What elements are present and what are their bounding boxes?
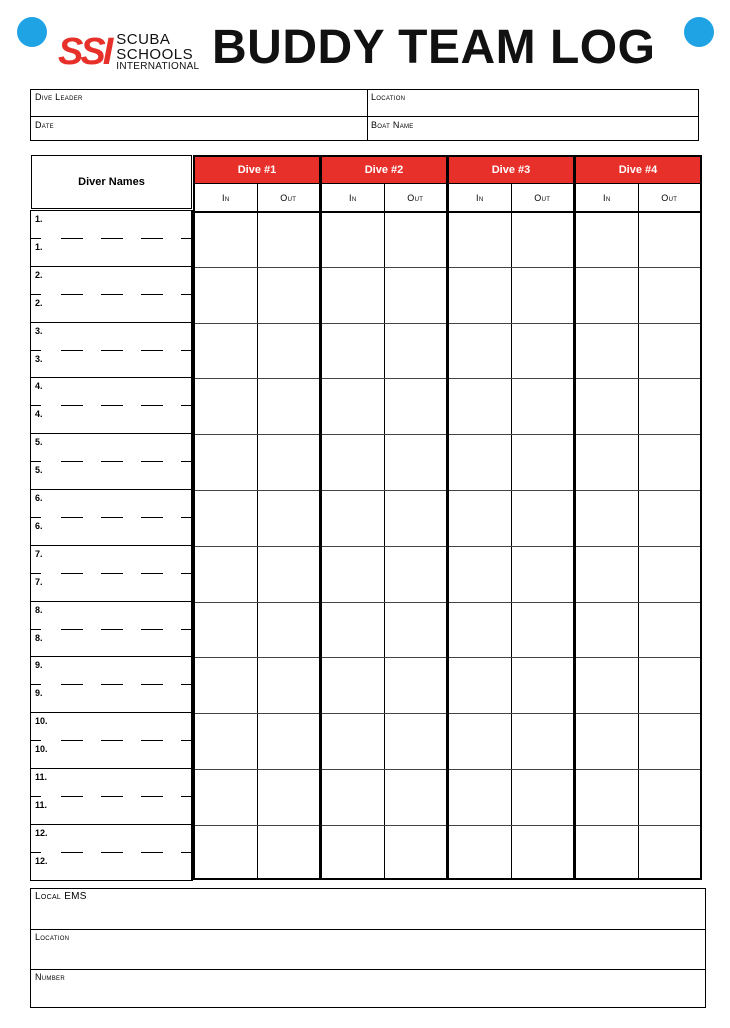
ssi-logo-mark: SSI	[58, 31, 111, 73]
diver-b-number: 7.	[35, 576, 43, 587]
diver-b-number: 11.	[35, 800, 48, 810]
logo-line-2: SCHOOLS	[116, 46, 194, 63]
dive-1-column	[193, 155, 321, 880]
diver-a-number: 11.	[35, 772, 48, 782]
diver-b-number: 2.	[35, 297, 43, 308]
buddy-team-row[interactable]	[30, 768, 193, 825]
dive-1-out-header: Out	[280, 192, 297, 203]
ssi-logo-text	[116, 32, 199, 72]
diver-b-number: 9.	[35, 688, 43, 699]
diver-a-number: 5.	[35, 437, 43, 448]
buddy-team-row[interactable]	[30, 433, 193, 490]
buddy-team-table	[30, 154, 700, 880]
location-field[interactable]: Location	[371, 92, 406, 102]
emergency-info-box	[30, 888, 706, 1008]
dive-4-header: Dive #4	[576, 157, 700, 183]
dive-3-out-header: Out	[534, 192, 551, 203]
dive-info-box	[30, 89, 699, 141]
buddy-team-row[interactable]	[30, 266, 193, 323]
dive-3-in-header: In	[449, 184, 512, 211]
dive-3-header: Dive #3	[449, 157, 573, 183]
buddy-team-row[interactable]	[30, 377, 193, 434]
buddy-team-row[interactable]	[30, 601, 193, 658]
diver-b-number: 8.	[35, 632, 43, 643]
ssi-logo	[58, 28, 199, 76]
diver-a-number: 1.	[35, 214, 43, 224]
buddy-team-row[interactable]	[30, 656, 193, 713]
buddy-team-row[interactable]	[30, 489, 193, 546]
logo-line-1: SCUBA	[116, 31, 171, 48]
diver-a-number: 10.	[35, 716, 48, 727]
page-title: BUDDY TEAM LOG	[212, 21, 656, 74]
dive-2-header: Dive #2	[322, 157, 446, 183]
dive-4-in-header: In	[576, 184, 639, 211]
diver-a-number: 3.	[35, 325, 43, 336]
dive-2-out-header: Out	[407, 192, 424, 203]
punch-hole-right	[684, 17, 714, 47]
buddy-team-row[interactable]	[30, 824, 193, 881]
dive-1-in-header: In	[195, 184, 258, 211]
date-field[interactable]: Date	[35, 120, 54, 130]
punch-hole-left	[17, 17, 47, 47]
diver-b-number: 12.	[35, 855, 48, 866]
number-field[interactable]: Number	[35, 972, 65, 982]
diver-b-number: 1.	[35, 242, 43, 252]
diver-names-header: Diver Names	[31, 155, 192, 209]
diver-a-number: 2.	[35, 269, 43, 280]
diver-a-number: 4.	[35, 381, 43, 392]
footer-location-field[interactable]: Location	[35, 932, 70, 942]
diver-b-number: 5.	[35, 465, 43, 476]
buddy-team-row[interactable]	[30, 545, 193, 602]
buddy-team-row[interactable]	[30, 210, 193, 267]
diver-a-number: 12.	[35, 827, 48, 838]
diver-a-number: 7.	[35, 548, 43, 559]
dive-3-column	[447, 155, 575, 880]
dive-4-column	[574, 155, 702, 880]
diver-a-number: 8.	[35, 604, 43, 615]
dive-2-column	[320, 155, 448, 880]
dive-leader-field[interactable]: Dive Leader	[35, 92, 83, 102]
dive-4-out-header: Out	[661, 192, 678, 203]
boat-name-field[interactable]: Boat Name	[371, 120, 414, 130]
diver-b-number: 6.	[35, 521, 43, 531]
diver-a-number: 9.	[35, 660, 43, 671]
local-ems-field[interactable]: Local EMS	[35, 891, 87, 902]
diver-b-number: 10.	[35, 744, 48, 755]
diver-a-number: 6.	[35, 493, 43, 503]
dive-2-in-header: In	[322, 184, 385, 211]
buddy-team-row[interactable]	[30, 712, 193, 769]
logo-line-3: INTERNATIONAL	[116, 61, 200, 72]
buddy-team-row[interactable]	[30, 322, 193, 379]
diver-b-number: 3.	[35, 353, 43, 364]
diver-b-number: 4.	[35, 409, 43, 420]
dive-1-header: Dive #1	[195, 157, 319, 183]
